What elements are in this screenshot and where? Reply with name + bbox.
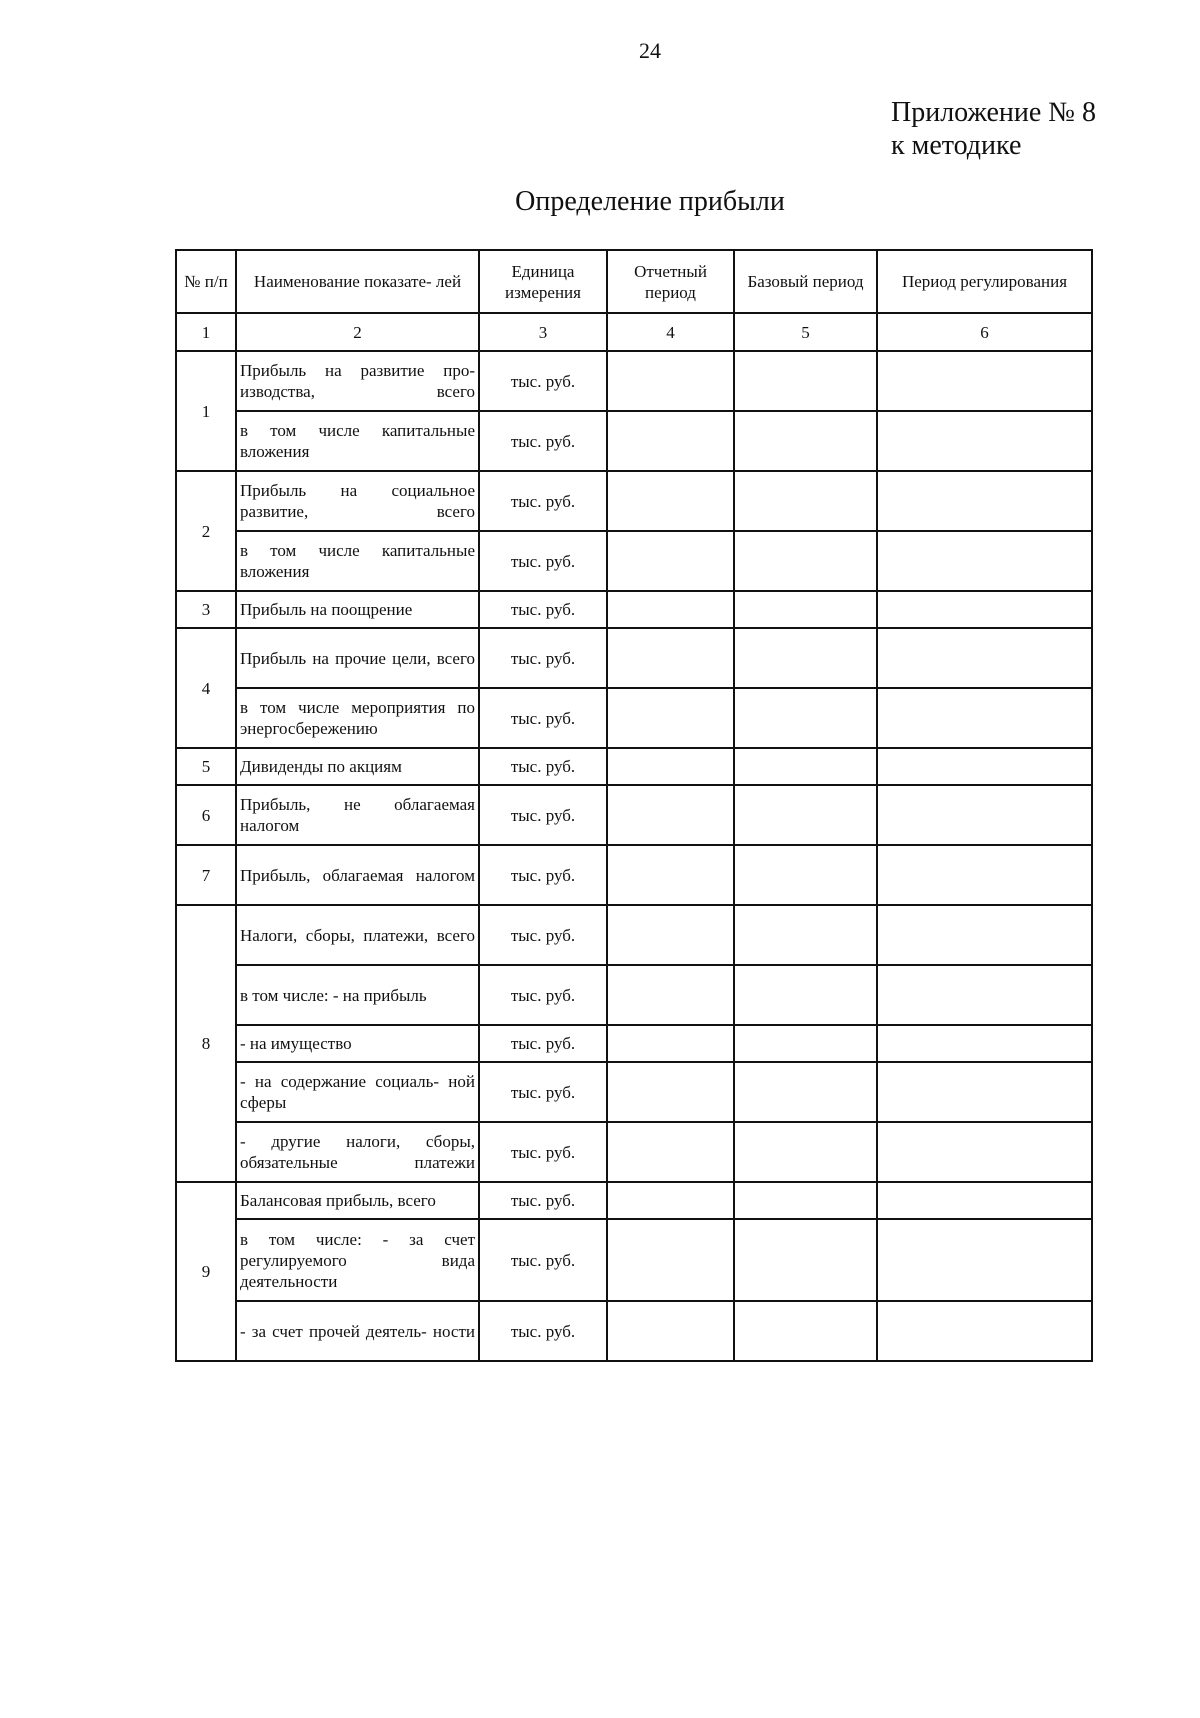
reporting-value	[607, 965, 734, 1025]
indicator-name: в том числе: - за счет регулируемого вида деятельности	[236, 1219, 479, 1301]
header-reporting-period: Отчетный период	[607, 250, 734, 313]
unit-cell: тыс. руб.	[479, 1025, 607, 1062]
base-value	[734, 748, 877, 785]
base-value	[734, 351, 877, 411]
profit-table	[175, 249, 1093, 1362]
unit-cell: тыс. руб.	[479, 471, 607, 531]
reporting-value	[607, 785, 734, 845]
unit-cell: тыс. руб.	[479, 785, 607, 845]
reporting-value	[607, 591, 734, 628]
table-row	[176, 591, 1092, 628]
base-value	[734, 1062, 877, 1122]
indicator-name: - на имущество	[236, 1025, 479, 1062]
reporting-value	[607, 1122, 734, 1182]
reporting-value	[607, 411, 734, 471]
table-row	[176, 1122, 1092, 1182]
table-row	[176, 1219, 1092, 1301]
unit-cell: тыс. руб.	[479, 965, 607, 1025]
row-number: 2	[176, 471, 236, 591]
column-number: 2	[236, 313, 479, 351]
reporting-value	[607, 1182, 734, 1219]
reporting-value	[607, 471, 734, 531]
appendix-caption	[891, 96, 1096, 162]
row-number: 6	[176, 785, 236, 845]
table-row	[176, 785, 1092, 845]
row-number: 5	[176, 748, 236, 785]
indicator-name: в том числе капитальные вложения	[236, 411, 479, 471]
indicator-name: в том числе мероприятия по энергосбережению	[236, 688, 479, 748]
table-row	[176, 351, 1092, 411]
reporting-value	[607, 1301, 734, 1361]
reporting-value	[607, 628, 734, 688]
table-row	[176, 1301, 1092, 1361]
table-row	[176, 411, 1092, 471]
regulation-value	[877, 905, 1092, 965]
column-number: 3	[479, 313, 607, 351]
unit-cell: тыс. руб.	[479, 591, 607, 628]
regulation-value	[877, 748, 1092, 785]
regulation-value	[877, 591, 1092, 628]
regulation-value	[877, 1025, 1092, 1062]
regulation-value	[877, 411, 1092, 471]
base-value	[734, 1025, 877, 1062]
indicator-name: Балансовая прибыль, всего	[236, 1182, 479, 1219]
column-number: 6	[877, 313, 1092, 351]
page-number: 24	[639, 38, 661, 63]
base-value	[734, 1122, 877, 1182]
reporting-value	[607, 351, 734, 411]
base-value	[734, 965, 877, 1025]
indicator-name: в том числе: - на прибыль	[236, 965, 479, 1025]
regulation-value	[877, 785, 1092, 845]
base-value	[734, 628, 877, 688]
base-value	[734, 785, 877, 845]
reporting-value	[607, 748, 734, 785]
table-row	[176, 628, 1092, 688]
indicator-name: Дивиденды по акциям	[236, 748, 479, 785]
unit-cell: тыс. руб.	[479, 845, 607, 905]
header-num: № п/п	[176, 250, 236, 313]
unit-cell: тыс. руб.	[479, 1219, 607, 1301]
base-value	[734, 845, 877, 905]
table-row	[176, 905, 1092, 965]
regulation-value	[877, 1122, 1092, 1182]
appendix-line-2: к методике	[891, 130, 1022, 161]
base-value	[734, 531, 877, 591]
regulation-value	[877, 845, 1092, 905]
unit-cell: тыс. руб.	[479, 628, 607, 688]
unit-cell: тыс. руб.	[479, 411, 607, 471]
unit-cell: тыс. руб.	[479, 1122, 607, 1182]
reporting-value	[607, 688, 734, 748]
unit-cell: тыс. руб.	[479, 905, 607, 965]
column-number: 4	[607, 313, 734, 351]
indicator-name: в том числе капитальные вложения	[236, 531, 479, 591]
unit-cell: тыс. руб.	[479, 1062, 607, 1122]
reporting-value	[607, 531, 734, 591]
unit-cell: тыс. руб.	[479, 1182, 607, 1219]
table-row	[176, 1025, 1092, 1062]
table-row	[176, 531, 1092, 591]
row-number: 9	[176, 1182, 236, 1361]
table-row	[176, 965, 1092, 1025]
row-number: 3	[176, 591, 236, 628]
regulation-value	[877, 531, 1092, 591]
indicator-name: - другие налоги, сборы, обязательные платежи	[236, 1122, 479, 1182]
indicator-name: Налоги, сборы, платежи, всего	[236, 905, 479, 965]
regulation-value	[877, 688, 1092, 748]
base-value	[734, 411, 877, 471]
column-number-row	[176, 313, 1092, 351]
row-number: 7	[176, 845, 236, 905]
indicator-name: - за счет прочей деятель- ности	[236, 1301, 479, 1361]
regulation-value	[877, 1301, 1092, 1361]
header-base-period: Базовый период	[734, 250, 877, 313]
table-row	[176, 1182, 1092, 1219]
base-value	[734, 1219, 877, 1301]
table-row	[176, 845, 1092, 905]
regulation-value	[877, 1182, 1092, 1219]
table-row	[176, 1062, 1092, 1122]
regulation-value	[877, 965, 1092, 1025]
column-number: 1	[176, 313, 236, 351]
unit-cell: тыс. руб.	[479, 1301, 607, 1361]
base-value	[734, 1182, 877, 1219]
indicator-name: Прибыль, не облагаемая налогом	[236, 785, 479, 845]
indicator-name: Прибыль на социальное развитие, всего	[236, 471, 479, 531]
indicator-name: Прибыль на прочие цели, всего	[236, 628, 479, 688]
reporting-value	[607, 1219, 734, 1301]
header-row	[176, 250, 1092, 313]
regulation-value	[877, 1219, 1092, 1301]
row-number: 8	[176, 905, 236, 1182]
table-row	[176, 748, 1092, 785]
header-unit: Единица измерения	[479, 250, 607, 313]
reporting-value	[607, 905, 734, 965]
column-number: 5	[734, 313, 877, 351]
appendix-line-1: Приложение № 8	[891, 97, 1096, 128]
unit-cell: тыс. руб.	[479, 688, 607, 748]
indicator-name: Прибыль, облагаемая налогом	[236, 845, 479, 905]
unit-cell: тыс. руб.	[479, 351, 607, 411]
regulation-value	[877, 351, 1092, 411]
base-value	[734, 688, 877, 748]
unit-cell: тыс. руб.	[479, 531, 607, 591]
base-value	[734, 591, 877, 628]
table-row	[176, 688, 1092, 748]
unit-cell: тыс. руб.	[479, 748, 607, 785]
reporting-value	[607, 1062, 734, 1122]
regulation-value	[877, 471, 1092, 531]
indicator-name: Прибыль на развитие про- изводства, всего	[236, 351, 479, 411]
row-number: 1	[176, 351, 236, 471]
table-row	[176, 471, 1092, 531]
base-value	[734, 471, 877, 531]
regulation-value	[877, 1062, 1092, 1122]
base-value	[734, 905, 877, 965]
document-title: Определение прибыли	[515, 186, 785, 217]
reporting-value	[607, 1025, 734, 1062]
header-regulation-period: Период регулирования	[877, 250, 1092, 313]
indicator-name: - на содержание социаль- ной сферы	[236, 1062, 479, 1122]
row-number: 4	[176, 628, 236, 748]
regulation-value	[877, 628, 1092, 688]
indicator-name: Прибыль на поощрение	[236, 591, 479, 628]
base-value	[734, 1301, 877, 1361]
header-name: Наименование показате- лей	[236, 250, 479, 313]
reporting-value	[607, 845, 734, 905]
